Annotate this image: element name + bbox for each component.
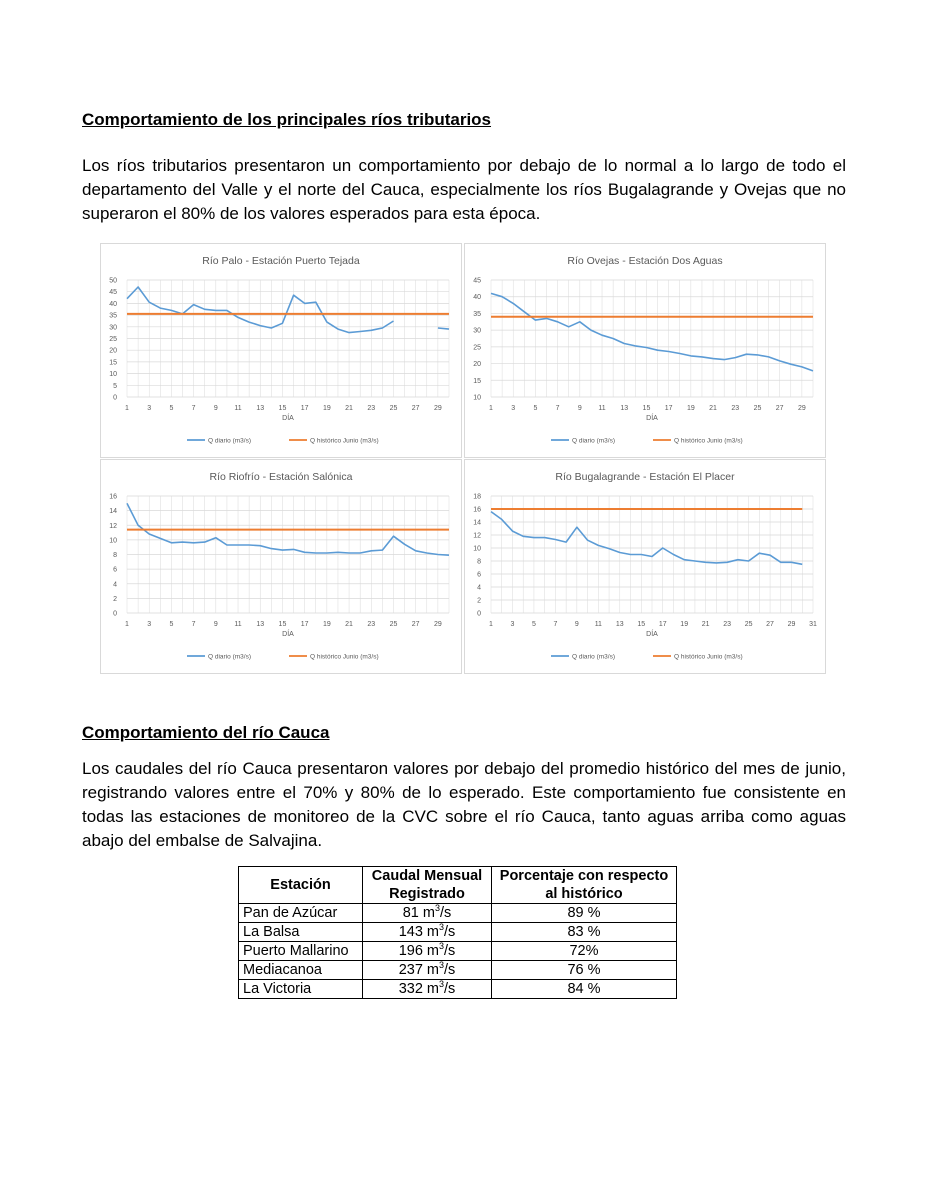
x-tick-label: 13 — [256, 405, 265, 412]
x-tick-label: 15 — [637, 621, 646, 628]
table-header-row — [239, 867, 677, 904]
x-tick-label: 11 — [234, 621, 242, 628]
y-tick-label: 16 — [109, 493, 117, 501]
station-cell: Mediacanoa — [239, 961, 363, 980]
x-tick-label: 13 — [620, 405, 629, 412]
percentage-cell: 72% — [492, 942, 677, 961]
x-tick-label: 3 — [147, 621, 152, 628]
y-tick-label: 40 — [473, 294, 481, 302]
y-tick-label: 5 — [113, 382, 117, 390]
series-line-daily — [491, 512, 802, 565]
table-row — [239, 904, 677, 923]
x-tick-label: 7 — [191, 405, 196, 412]
flow-unit-exponent: 3 — [439, 979, 445, 990]
flow-value: 196 — [398, 943, 423, 959]
y-tick-label: 35 — [109, 312, 117, 320]
x-tick-label: 27 — [411, 621, 420, 628]
x-tick-label: 23 — [731, 405, 740, 412]
chart-panel-bugalagrande — [464, 459, 826, 674]
flow-unit-suffix: /s — [444, 962, 456, 978]
y-tick-label: 2 — [477, 597, 481, 605]
x-tick-label: 19 — [680, 621, 689, 628]
flow-unit: m — [422, 962, 439, 978]
y-tick-label: 8 — [477, 558, 481, 566]
chart-bugalagrande — [465, 460, 825, 673]
x-tick-label: 5 — [531, 621, 536, 628]
flow-unit-exponent: 3 — [439, 960, 445, 971]
x-tick-label: 29 — [787, 621, 796, 628]
x-tick-label: 5 — [533, 405, 538, 412]
x-tick-label: 1 — [125, 405, 129, 412]
x-tick-label: 15 — [642, 405, 651, 412]
x-tick-label: 23 — [367, 621, 376, 628]
legend-label-daily: Q diario (m3/s) — [572, 653, 615, 661]
y-tick-label: 4 — [477, 584, 481, 592]
station-cell: Puerto Mallarino — [239, 942, 363, 961]
percentage-cell: 83 % — [492, 923, 677, 942]
x-tick-label: 9 — [213, 621, 218, 628]
y-tick-label: 50 — [109, 277, 117, 285]
y-tick-label: 35 — [473, 310, 481, 318]
y-tick-label: 4 — [113, 581, 117, 589]
x-tick-label: 15 — [278, 405, 287, 412]
x-tick-label: 1 — [125, 621, 129, 628]
y-tick-label: 40 — [109, 300, 117, 308]
flow-unit-suffix: /s — [444, 924, 456, 940]
y-tick-label: 2 — [113, 595, 117, 603]
x-tick-label: 7 — [553, 621, 558, 628]
y-tick-label: 30 — [109, 324, 117, 332]
x-tick-label: 5 — [169, 621, 174, 628]
y-tick-label: 14 — [473, 519, 481, 527]
table-row — [239, 942, 677, 961]
flow-value: 81 — [402, 905, 419, 921]
y-tick-label: 10 — [109, 537, 117, 545]
section-text-cauca: Los caudales del río Cauca presentaron valores por debajo del promedio histórico del mes de junio, registrando valores entre el 70% y 80% de lo esperado. Este comportamiento fue consistente en todas las estaciones de monitoreo de la CVC sobre el río Cauca, tanto aguas arriba como aguas abajo del embalse de Salvajina. — [82, 759, 846, 850]
y-tick-label: 20 — [473, 361, 481, 369]
y-tick-label: 10 — [473, 545, 481, 553]
chart-panel-palo — [100, 243, 462, 458]
header-station: Estación — [239, 867, 363, 904]
x-tick-label: 29 — [433, 621, 442, 628]
x-tick-label: 17 — [300, 621, 309, 628]
table-body — [239, 904, 677, 999]
flow-cell — [363, 980, 492, 999]
legend-label-historic: Q histórico Junio (m3/s) — [310, 437, 379, 445]
legend-label-daily: Q diario (m3/s) — [572, 437, 615, 445]
y-tick-label: 15 — [473, 377, 481, 385]
y-tick-label: 25 — [109, 336, 117, 343]
x-tick-label: 21 — [345, 621, 353, 628]
y-tick-label: 15 — [109, 359, 117, 367]
flow-unit-exponent: 3 — [439, 941, 445, 952]
x-tick-label: 11 — [598, 405, 606, 412]
x-axis-label: DÍA — [282, 415, 294, 422]
station-cell: La Victoria — [239, 980, 363, 999]
y-tick-label: 18 — [473, 493, 481, 501]
flow-unit-suffix: /s — [444, 981, 456, 997]
flow-unit-exponent: 3 — [439, 922, 445, 933]
section-text-tributaries: Los ríos tributarios presentaron un comportamiento por debajo de lo normal a lo largo de todo el departamento del Valle y el norte del Cauca, especialmente los ríos Bugalagrande y Ovejas que no superaron el 80% de los valores esperados para esta época. — [82, 156, 846, 223]
x-tick-label: 13 — [615, 621, 624, 628]
x-tick-label: 25 — [753, 405, 762, 412]
x-tick-label: 23 — [367, 405, 376, 412]
x-tick-label: 9 — [574, 621, 579, 628]
header-flow: Caudal Mensual Registrado — [363, 867, 492, 904]
station-cell: La Balsa — [239, 923, 363, 942]
x-tick-label: 19 — [322, 405, 331, 412]
chart-panel-riofrio — [100, 459, 462, 674]
y-tick-label: 6 — [477, 571, 481, 579]
x-tick-label: 15 — [278, 621, 287, 628]
table-row — [239, 980, 677, 999]
y-tick-label: 45 — [109, 289, 117, 297]
percentage-cell: 89 % — [492, 904, 677, 923]
x-tick-label: 27 — [766, 621, 774, 628]
x-tick-label: 1 — [489, 621, 493, 628]
y-tick-label: 25 — [473, 344, 481, 352]
x-tick-label: 19 — [686, 405, 695, 412]
x-tick-label: 25 — [389, 621, 398, 628]
x-tick-label: 29 — [797, 405, 806, 412]
legend-label-historic: Q histórico Junio (m3/s) — [674, 437, 743, 445]
flow-unit-suffix: /s — [444, 943, 456, 959]
x-tick-label: 25 — [389, 405, 398, 412]
chart-title: Río Ovejas - Estación Dos Aguas — [567, 255, 723, 267]
x-tick-label: 5 — [169, 405, 174, 412]
x-tick-label: 7 — [191, 621, 196, 628]
x-tick-label: 9 — [577, 405, 582, 412]
legend-label-daily: Q diario (m3/s) — [208, 437, 251, 445]
y-tick-label: 0 — [113, 394, 117, 402]
x-tick-label: 1 — [489, 405, 493, 412]
x-tick-label: 17 — [300, 405, 309, 412]
table-row — [239, 923, 677, 942]
y-tick-label: 16 — [473, 506, 481, 514]
x-tick-label: 3 — [511, 405, 516, 412]
x-tick-label: 31 — [809, 621, 817, 628]
flow-unit: m — [422, 943, 439, 959]
x-tick-label: 17 — [658, 621, 667, 628]
chart-ovejas — [465, 244, 825, 457]
chart-title: Río Riofrío - Estación Salónica — [209, 471, 353, 483]
x-axis-label: DÍA — [646, 415, 658, 422]
y-tick-label: 45 — [473, 277, 481, 285]
flow-unit: m — [422, 924, 439, 940]
x-tick-label: 27 — [775, 405, 784, 412]
legend-label-historic: Q histórico Junio (m3/s) — [310, 653, 379, 661]
x-tick-label: 25 — [744, 621, 753, 628]
y-tick-label: 10 — [473, 394, 481, 402]
table-row — [239, 961, 677, 980]
x-tick-label: 3 — [147, 405, 152, 412]
x-tick-label: 21 — [701, 621, 710, 628]
x-tick-label: 21 — [345, 405, 353, 412]
x-tick-label: 29 — [433, 405, 442, 412]
x-tick-label: 7 — [555, 405, 560, 412]
flow-cell — [363, 942, 492, 961]
legend-label-historic: Q histórico Junio (m3/s) — [674, 653, 743, 661]
x-tick-label: 27 — [411, 405, 420, 412]
x-tick-label: 13 — [256, 621, 265, 628]
flow-unit-exponent: 3 — [434, 903, 440, 914]
x-tick-label: 3 — [510, 621, 515, 628]
y-tick-label: 8 — [113, 552, 117, 559]
y-tick-label: 10 — [109, 371, 117, 379]
chart-panel-ovejas — [464, 243, 826, 458]
flow-unit: m — [422, 981, 439, 997]
y-tick-label: 30 — [473, 327, 481, 335]
flow-cell — [363, 904, 492, 923]
x-tick-label: 21 — [709, 405, 717, 412]
flow-value: 143 — [398, 924, 423, 940]
section-title-tributaries: Comportamiento de los principales ríos tributarios — [82, 110, 492, 129]
cauca-flow-table — [238, 866, 677, 999]
percentage-cell: 76 % — [492, 961, 677, 980]
x-tick-label: 17 — [664, 405, 673, 412]
flow-value: 332 — [398, 981, 423, 997]
series-line-daily — [438, 328, 449, 329]
flow-value: 237 — [398, 962, 423, 978]
chart-title: Río Bugalagrande - Estación El Placer — [555, 471, 735, 483]
y-tick-label: 20 — [109, 347, 117, 355]
chart-palo — [101, 244, 461, 457]
station-cell: Pan de Azúcar — [239, 904, 363, 923]
flow-cell — [363, 923, 492, 942]
x-axis-label: DÍA — [282, 631, 294, 638]
flow-unit-suffix: /s — [439, 905, 452, 921]
x-tick-label: 11 — [234, 405, 242, 412]
y-tick-label: 0 — [113, 610, 117, 618]
flow-unit: m — [418, 905, 435, 921]
percentage-cell: 84 % — [492, 980, 677, 999]
header-percentage: Porcentaje con respecto al histórico — [492, 867, 677, 904]
x-tick-label: 23 — [723, 621, 732, 628]
series-line-daily — [491, 293, 813, 371]
x-tick-label: 9 — [213, 405, 218, 412]
y-tick-label: 12 — [109, 522, 117, 530]
y-tick-label: 14 — [109, 508, 117, 516]
flow-cell — [363, 961, 492, 980]
charts-grid — [100, 243, 828, 675]
section-title-cauca: Comportamiento del río Cauca — [82, 723, 330, 742]
y-tick-label: 0 — [477, 610, 481, 618]
chart-title: Río Palo - Estación Puerto Tejada — [202, 255, 360, 267]
x-tick-label: 11 — [594, 621, 602, 628]
y-tick-label: 6 — [113, 566, 117, 574]
legend-label-daily: Q diario (m3/s) — [208, 653, 251, 661]
chart-riofrio — [101, 460, 461, 673]
y-tick-label: 12 — [473, 532, 481, 540]
x-axis-label: DÍA — [646, 631, 658, 638]
x-tick-label: 19 — [322, 621, 331, 628]
